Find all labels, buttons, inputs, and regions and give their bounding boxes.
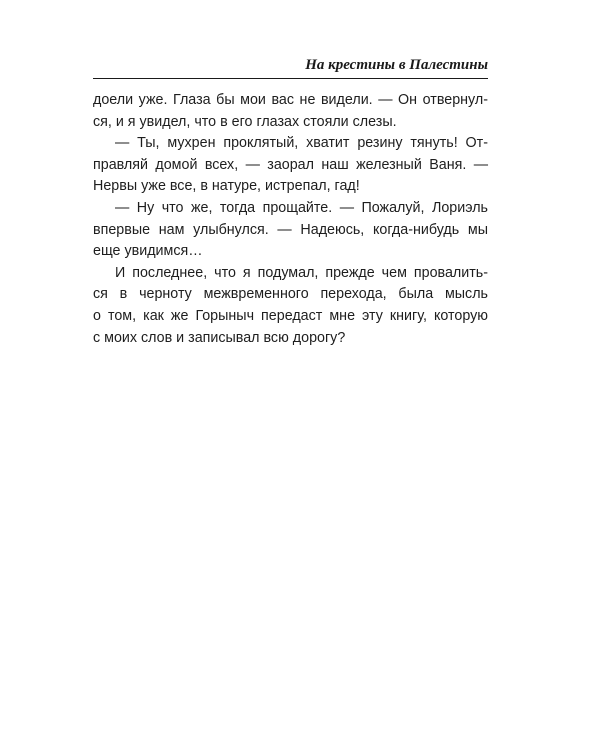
body-text xyxy=(93,90,488,349)
text-line: еще увидимся… xyxy=(93,243,203,260)
text-line: ся, и я увидел, что в его глазах стояли слезы. xyxy=(93,113,397,130)
running-head: На крестины в Палестины xyxy=(305,57,488,73)
text-line: правляй домой всех, — заорал наш железный Ваня. — xyxy=(93,156,488,173)
header-rule xyxy=(93,78,488,79)
text-line: ся в черноту межвременного перехода, была мысль xyxy=(93,286,488,303)
text-line: впервые нам улыбнулся. — Надеюсь, когда-нибудь мы xyxy=(93,221,488,238)
text-line: о том, как же Горыныч передаст мне эту книгу, которую xyxy=(93,307,488,324)
text-line: с моих слов и записывал всю дорогу? xyxy=(93,329,346,346)
text-line: Нервы уже все, в натуре, истрепал, гад! xyxy=(93,178,360,195)
text-line: И последнее, что я подумал, прежде чем провалить- xyxy=(115,264,488,281)
text-line: доели уже. Глаза бы мои вас не видели. — Он отвернул- xyxy=(93,92,488,108)
text-line: — Ну что же, тогда прощайте. — Пожалуй, Лориэль xyxy=(115,199,488,216)
text-line: — Ты, мухрен проклятый, хватит резину тянуть! От- xyxy=(115,135,488,152)
